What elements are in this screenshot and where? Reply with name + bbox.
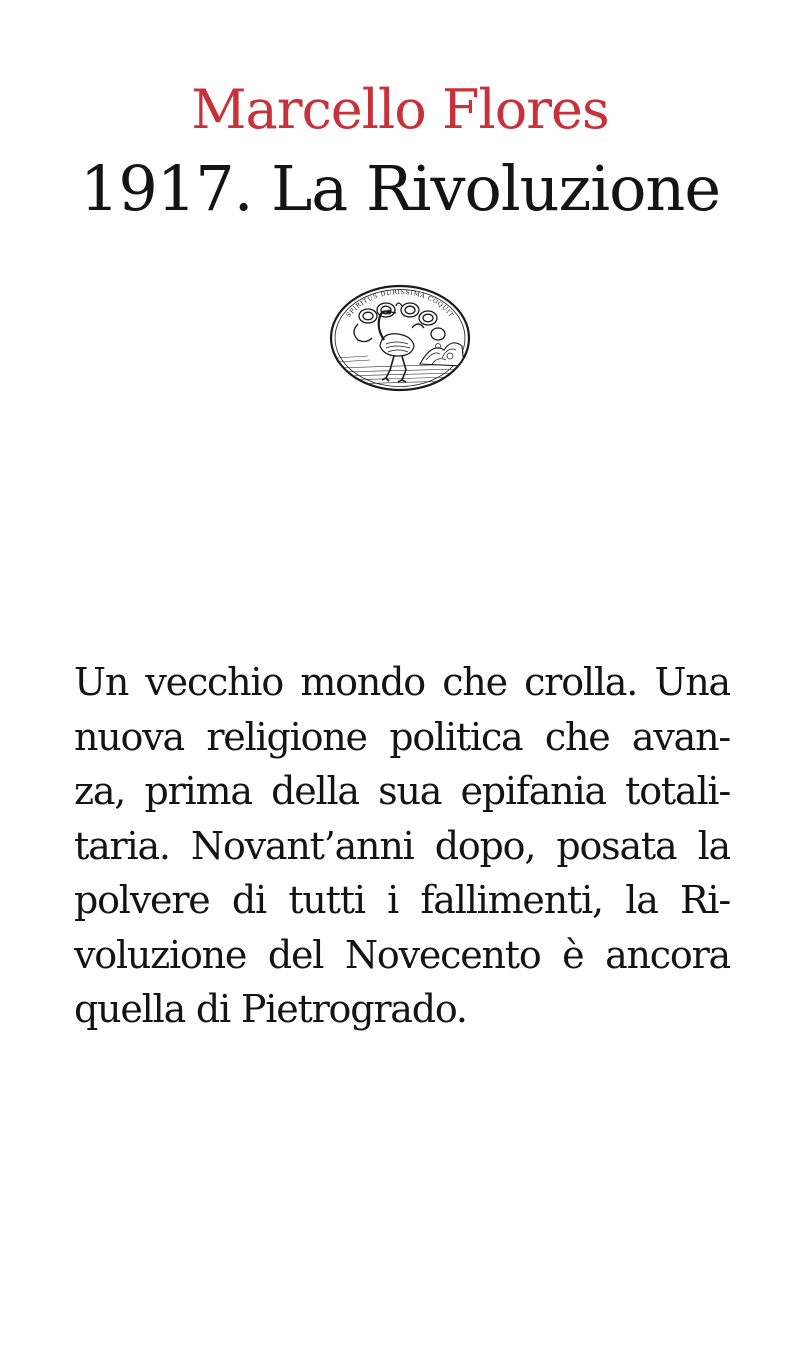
author-name: Marcello Flores — [191, 78, 609, 141]
ostrich-seal-icon — [328, 284, 472, 392]
blurb-line: quella di Pietrogrado. — [74, 987, 467, 1031]
blurb-line: taria. Novant’anni dopo, posata la — [74, 823, 730, 868]
blurb-line: Un vecchio mondo che crolla. Una — [74, 660, 730, 704]
blurb-line: voluzione del Novecento è ancora — [74, 932, 730, 977]
blurb-line: polvere di tutti i fallimenti, la Ri- — [74, 878, 730, 922]
svg-text:SPIRITUS DURISSIMA COQUIT: SPIRITUS DURISSIMA COQUIT — [345, 288, 455, 319]
cover-blurb — [74, 655, 730, 1037]
blurb-line: nuova religione politica che avan- — [74, 714, 730, 759]
blurb-line: za, prima della sua epifania totali- — [74, 769, 730, 813]
book-title: 1917. La Rivoluzione — [79, 152, 721, 225]
